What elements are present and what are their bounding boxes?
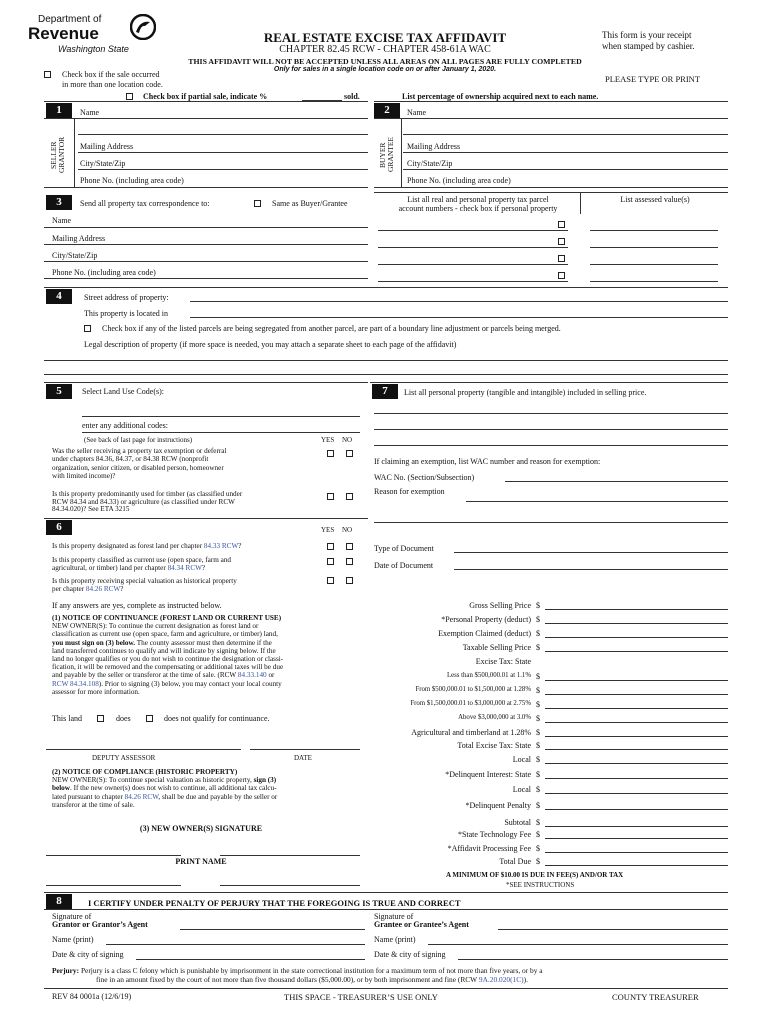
- document-type-field[interactable]: [454, 552, 728, 553]
- buyer-name-label: Name: [407, 108, 427, 117]
- forest-no-checkbox[interactable]: [346, 543, 353, 550]
- tax-row-amount-field[interactable]: [545, 722, 728, 723]
- grantee-agent-label: Grantee or Grantee’s Agent: [374, 920, 469, 929]
- grantor-signature-label: Signature of: [52, 912, 92, 921]
- tax-row-amount-field[interactable]: [545, 708, 728, 709]
- notice-continuance-title: (1) NOTICE OF CONTINUANCE (FOREST LAND OR CURRENT USE): [52, 614, 282, 622]
- current-use-no-checkbox[interactable]: [346, 558, 353, 565]
- tax-row-amount-field[interactable]: [545, 637, 728, 638]
- tax-row-currency: $: [536, 785, 540, 794]
- land-does-label: does: [116, 714, 131, 723]
- receipt-note-1: This form is your receipt: [602, 30, 692, 40]
- historic-no-checkbox[interactable]: [346, 577, 353, 584]
- perjury-line2: fine in an amount fixed by the court of not more than five thousand dollars ($5,000.00), or by both imprisonment and fine (RCW: [96, 975, 479, 984]
- correspondence-city-label: City/State/Zip: [52, 251, 98, 260]
- correspondence-mailing-label: Mailing Address: [52, 234, 106, 243]
- notice-compliance-below: below: [52, 784, 70, 793]
- notice-continuance-line1: NEW OWNER(S): To continue the current designation as forest land or: [52, 622, 259, 631]
- section1-top-rule: [44, 101, 368, 102]
- reason-exemption-label: Reason for exemption: [374, 487, 445, 496]
- tax-row-label: From $1,500,000.01 to $3,000,000 at 2.75%: [410, 700, 531, 707]
- current-use-yes-checkbox[interactable]: [327, 558, 334, 565]
- see-instructions-note: *SEE INSTRUCTIONS: [506, 881, 575, 889]
- deputy-assessor-signature-field[interactable]: [46, 749, 241, 750]
- footer-rule: [44, 988, 728, 989]
- timber-question-line1: Is this property predominantly used for timber (as classified under: [52, 490, 243, 498]
- rcw-84-34-108-link[interactable]: RCW 84.34.108: [52, 679, 99, 688]
- notice-compliance-line2: . If the new owner(s) does not wish to continue, all additional tax calcu-: [69, 784, 277, 793]
- tax-row-label: Local: [512, 785, 531, 794]
- tax-row-currency: $: [536, 830, 540, 839]
- notice-compliance-line4: transferor at the time of sale.: [52, 800, 135, 809]
- tax-row-currency: $: [536, 629, 540, 638]
- tax-row-currency: $: [536, 601, 540, 610]
- buyer-mailing-field[interactable]: [403, 152, 728, 153]
- personal-property-checkbox-1[interactable]: [558, 221, 565, 228]
- timber-question-line2: RCW 84.34 and 84.33) or agriculture (as classified under RCW: [52, 497, 235, 506]
- tax-row-label: Exemption Claimed (deduct): [438, 629, 531, 638]
- personal-property-label: List all personal property (tangible and intangible) included in selling price.: [404, 388, 647, 397]
- timber-question: [52, 491, 322, 514]
- historic-yes-checkbox[interactable]: [327, 577, 334, 584]
- buyer-vertical-rule: [401, 118, 402, 187]
- assessed-field-2[interactable]: [590, 247, 718, 248]
- correspondence-name-label: Name: [52, 216, 72, 225]
- current-use-question: [52, 557, 322, 572]
- forest-land-question-text: Is this property designated as forest land per chapter: [52, 542, 204, 550]
- seller-mailing-field[interactable]: [78, 152, 368, 153]
- land-use-label: Select Land Use Code(s):: [82, 387, 164, 396]
- tax-row-currency: $: [536, 714, 540, 723]
- grantor-name-field[interactable]: [106, 944, 365, 945]
- legal-description-field-1[interactable]: [44, 360, 728, 361]
- partial-sale-checkbox[interactable]: [126, 93, 133, 100]
- document-date-label: Date of Document: [374, 561, 434, 570]
- wac-number-label: WAC No. (Section/Subsection): [374, 473, 475, 482]
- tax-row-currency: $: [536, 844, 540, 853]
- logo-dept-line: Department of: [38, 14, 102, 25]
- street-address-field[interactable]: [190, 301, 728, 302]
- seller-city-label: City/State/Zip: [80, 159, 126, 168]
- tax-row-currency: $: [536, 741, 540, 750]
- notice-continuance: [52, 614, 362, 696]
- grantor-date-label: Date & city of signing: [52, 950, 124, 959]
- land-use-field[interactable]: [82, 416, 360, 417]
- tax-row-amount-field[interactable]: [545, 838, 728, 839]
- located-in-field[interactable]: [190, 317, 728, 318]
- exemption-question: [52, 447, 322, 480]
- same-as-buyer-label: Same as Buyer/Grantee: [272, 199, 348, 208]
- personal-property-checkbox-3[interactable]: [558, 255, 565, 262]
- tax-row-label: From $500,000.01 to $1,500,000 at 1.28%: [415, 686, 531, 693]
- parcel-divider: [580, 192, 581, 214]
- legal-description-field-2[interactable]: [44, 374, 728, 375]
- notice-compliance: [52, 768, 362, 809]
- tax-row-label: Above $3,000,000 at 3.0%: [458, 714, 531, 721]
- document-date-field[interactable]: [454, 569, 728, 570]
- section8-top-rule: [44, 892, 728, 893]
- exemption-question-line1: Was the seller receiving a property tax exemption or deferral: [52, 447, 227, 455]
- revenue-logo: [28, 14, 158, 56]
- correspondence-city-field[interactable]: [44, 261, 368, 262]
- notice-continuance-line8: ). Prior to signing (3) below, you may contact your local county: [98, 679, 282, 688]
- timber-yes-checkbox[interactable]: [327, 493, 334, 500]
- forest-yes-checkbox[interactable]: [327, 543, 334, 550]
- street-address-label: Street address of property:: [84, 293, 169, 302]
- deputy-assessor-label: DEPUTY ASSESSOR: [92, 754, 156, 762]
- grantor-name-label: Name (print): [52, 935, 94, 944]
- buyer-name-field-2[interactable]: [403, 134, 728, 135]
- perjury-statement: [52, 966, 728, 984]
- tax-row-label: Subtotal: [504, 818, 531, 827]
- tax-row-amount-field[interactable]: [545, 809, 728, 810]
- print-name-label: PRINT NAME: [175, 857, 227, 866]
- notice-continuance-line4: land transferred continues to qualify and will indicate by signing below. If the: [52, 646, 276, 655]
- rcw-9a-20-020-link[interactable]: 9A.20.020(1C): [478, 975, 524, 984]
- land-does-not-label: does not qualify for continuance.: [164, 714, 270, 723]
- tax-row-amount-field[interactable]: [545, 609, 728, 610]
- tax-row-label: Total Due: [499, 857, 531, 866]
- tax-row-currency: $: [536, 755, 540, 764]
- assessed-field-1[interactable]: [590, 230, 718, 231]
- current-use-question-end: ?: [201, 563, 206, 572]
- tax-row-amount-field[interactable]: [545, 694, 728, 695]
- tax-row-amount-field[interactable]: [545, 736, 728, 737]
- parcel-top-rule: [374, 192, 728, 193]
- current-use-question-line2: agricultural, or timber) land per chapter: [52, 563, 168, 572]
- additional-codes-field[interactable]: [82, 432, 360, 433]
- new-owner-print-field-1[interactable]: [46, 885, 181, 886]
- seller-name-label: Name: [80, 108, 100, 117]
- assessed-field-3[interactable]: [590, 264, 718, 265]
- section7-top-rule: [370, 382, 728, 383]
- timber-question-line3: 84.34.020)? See ETA 3215: [52, 505, 130, 514]
- if-yes-instruction: If any answers are yes, complete as instructed below.: [52, 601, 222, 610]
- multi-location-checkbox[interactable]: [44, 71, 51, 78]
- parcel-header-2: account numbers - check box if personal property: [398, 204, 558, 213]
- seller-vertical-rule: [74, 118, 75, 187]
- deputy-assessor-date-field[interactable]: [250, 749, 360, 750]
- partial-sale-sold: sold.: [344, 92, 360, 101]
- grantor-date-field[interactable]: [136, 959, 365, 960]
- timber-no-checkbox[interactable]: [346, 493, 353, 500]
- section5-yes-header: YES: [321, 436, 335, 444]
- personal-property-field-2[interactable]: [374, 429, 728, 430]
- historic-question-line1: Is this property receiving special valuation as historical property: [52, 577, 237, 585]
- grantee-name-label: Name (print): [374, 935, 416, 944]
- revenue-emblem-icon: [130, 14, 156, 40]
- seller-phone-field[interactable]: [44, 187, 368, 188]
- notice-continuance-line7: and payable by the seller or transferor at the time of sale. (RCW: [52, 671, 238, 680]
- seller-name-field[interactable]: [44, 118, 368, 119]
- form-title: REAL ESTATE EXCISE TAX AFFIDAVIT: [263, 30, 507, 45]
- reason-exemption-field-1[interactable]: [466, 501, 728, 502]
- reason-exemption-field-2[interactable]: [374, 522, 728, 523]
- tax-row-label: *Delinquent Penalty: [465, 801, 531, 810]
- seller-grantor-label: SELLER GRANTOR: [49, 136, 66, 174]
- exemption-question-line3: organization, senior citizen, or disabled person, homeowner: [52, 463, 224, 472]
- tax-row-amount-field[interactable]: [545, 651, 728, 652]
- perjury-line1: Perjury is a class C felony which is punishable by imprisonment in the state correctional institution for a maximum term of not more than five years, or by a: [79, 966, 543, 975]
- tax-row-label: Taxable Selling Price: [462, 643, 531, 652]
- certify-statement: I CERTIFY UNDER PENALTY OF PERJURY THAT THE FOREGOING IS TRUE AND CORRECT: [88, 898, 461, 908]
- correspondence-phone-field[interactable]: [44, 278, 368, 279]
- notice-continuance-line6: fication, it will be removed and the compensating or additional taxes will be due: [52, 663, 284, 672]
- ownership-note: List percentage of ownership acquired next to each name.: [402, 92, 599, 101]
- section3-number: 3: [46, 195, 72, 210]
- tax-row-currency: $: [536, 818, 540, 827]
- receipt-note-2: when stamped by cashier.: [602, 41, 695, 51]
- section6-number: 6: [46, 520, 72, 535]
- exemption-question-line2: under chapters 84.36, 84.37, or 84.38 RCW (nonprofit: [52, 455, 209, 464]
- notice-compliance-line3-end: , shall be due and payable by the seller or: [158, 792, 278, 801]
- land-does-checkbox[interactable]: [97, 715, 104, 722]
- form-chapter: CHAPTER 82.45 RCW - CHAPTER 458-61A WAC: [279, 44, 491, 55]
- buyer-city-label: City/State/Zip: [407, 159, 453, 168]
- single-location-note: Only for sales in a single location code on or after January 1, 2020.: [273, 66, 497, 73]
- tax-row-currency: $: [536, 686, 540, 695]
- section6-top-rule: [44, 518, 368, 519]
- notice-compliance-line1: NEW OWNER(S): To continue special valuation as historic property,: [52, 776, 254, 785]
- section2-top-rule: [374, 101, 728, 102]
- section5-no-header: NO: [342, 436, 353, 444]
- notice-continuance-line3: The county assessor must then determine if the: [135, 638, 272, 647]
- tax-row-amount-field[interactable]: [545, 623, 728, 624]
- this-land-label: This land: [52, 714, 82, 723]
- correspondence-phone-label: Phone No. (including area code): [52, 268, 156, 277]
- buyer-phone-field[interactable]: [374, 187, 728, 188]
- forest-land-question: [52, 542, 322, 550]
- tax-row-currency: $: [536, 801, 540, 810]
- forest-land-question-end: ?: [238, 542, 242, 550]
- notice-compliance-line3: lated pursuant to chapter: [52, 792, 125, 801]
- tax-row-currency: $: [536, 643, 540, 652]
- assessed-header: List assessed value(s): [620, 195, 690, 204]
- buyer-name-field[interactable]: [374, 118, 728, 119]
- buyer-phone-label: Phone No. (including area code): [407, 176, 511, 185]
- tax-row-label: Total Excise Tax: State: [457, 741, 531, 750]
- buyer-city-field[interactable]: [403, 169, 728, 170]
- land-does-not-checkbox[interactable]: [146, 715, 153, 722]
- county-treasurer-label: COUNTY TREASURER: [612, 992, 699, 1002]
- seller-mailing-label: Mailing Address: [80, 142, 134, 151]
- segregated-label: Check box if any of the listed parcels are being segregated from another parcel, are part of a boundary line adjustment or parcels being merged.: [102, 324, 561, 333]
- section4-top-rule: [44, 287, 728, 288]
- assessed-field-4[interactable]: [590, 281, 718, 282]
- tax-row-label: Local: [512, 755, 531, 764]
- parcel-field-1[interactable]: [378, 230, 568, 231]
- tax-row-amount-field[interactable]: [545, 793, 728, 794]
- exemption-question-line4: with limited income)?: [52, 471, 116, 480]
- tax-row-currency: $: [536, 700, 540, 709]
- tax-row-label: *Delinquent Interest: State: [445, 770, 531, 779]
- seller-phone-label: Phone No. (including area code): [80, 176, 184, 185]
- notice-continuance-line2: classification as current use (open space, farm and agriculture, or timber) land,: [52, 630, 278, 639]
- new-owner-print-field-2[interactable]: [220, 885, 360, 886]
- new-owner-signature-field-2[interactable]: [220, 855, 360, 856]
- form-number: REV 84 0001a (12/6/19): [52, 992, 132, 1001]
- new-owner-signature-field-1[interactable]: [46, 855, 181, 856]
- tax-row-label: *Personal Property (deduct): [441, 615, 531, 624]
- tax-row-amount-field[interactable]: [545, 865, 728, 866]
- see-back-note: (See back of last page for instructions): [84, 436, 193, 444]
- wac-number-field[interactable]: [505, 481, 728, 482]
- tax-row-currency: $: [536, 770, 540, 779]
- tax-row-amount-field[interactable]: [545, 749, 728, 750]
- section5-top-rule: [44, 382, 368, 383]
- seller-city-field[interactable]: [78, 169, 368, 170]
- correspondence-name-field[interactable]: [44, 227, 368, 228]
- tax-row-label: Gross Selling Price: [469, 601, 531, 610]
- parcel-field-4[interactable]: [378, 281, 568, 282]
- additional-codes-label: enter any additional codes:: [82, 421, 168, 430]
- exemption-yes-checkbox[interactable]: [327, 450, 334, 457]
- section8-number: 8: [46, 894, 72, 909]
- completion-warning: THIS AFFIDAVIT WILL NOT BE ACCEPTED UNLESS ALL AREAS ON ALL PAGES ARE FULLY COMPLETED: [188, 57, 582, 66]
- current-use-question-line1: Is this property classified as current use (open space, farm and: [52, 556, 232, 564]
- buyer-mailing-label: Mailing Address: [407, 142, 461, 151]
- grantee-signature-field[interactable]: [498, 929, 728, 930]
- notice-compliance-title: (2) NOTICE OF COMPLIANCE (HISTORIC PROPERTY): [52, 768, 238, 776]
- perjury-label: Perjury:: [52, 966, 80, 975]
- tax-row-amount-field[interactable]: [545, 680, 728, 681]
- grantee-name-field[interactable]: [428, 944, 728, 945]
- grantee-signature-label: Signature of: [374, 912, 414, 921]
- partial-sale-label: Check box if partial sale, indicate %: [143, 92, 268, 101]
- located-in-label: This property is located in: [84, 309, 168, 318]
- tax-row-label: Less than $500,000.01 at 1.1%: [446, 672, 531, 679]
- treasurer-use-only: THIS SPACE - TREASURER’S USE ONLY: [284, 992, 438, 1002]
- minimum-fee-note: A MINIMUM OF $10.00 IS DUE IN FEE(S) AND/OR TAX: [446, 871, 624, 879]
- personal-property-checkbox-4[interactable]: [558, 272, 565, 279]
- forest-land-rcw-link[interactable]: 84.33 RCW: [203, 542, 239, 550]
- tax-row-label: Agricultural and timberland at 1.28%: [411, 728, 531, 737]
- document-type-label: Type of Document: [374, 544, 434, 553]
- tax-row-amount-field[interactable]: [545, 826, 728, 827]
- tax-row-currency: $: [536, 857, 540, 866]
- current-use-rcw-link[interactable]: 84.34 RCW: [167, 563, 202, 572]
- section8-under-rule: [44, 909, 728, 910]
- grantee-date-field[interactable]: [458, 959, 728, 960]
- multi-location-label-2: in more than one location code.: [62, 80, 163, 89]
- personal-property-field-1[interactable]: [374, 413, 728, 414]
- parcel-field-2[interactable]: [378, 247, 568, 248]
- grantee-date-label: Date & city of signing: [374, 950, 446, 959]
- tax-row-label: Excise Tax: State: [475, 657, 531, 666]
- tax-row-amount-field[interactable]: [545, 763, 728, 764]
- rcw-84-33-140-link[interactable]: 84.33.140: [237, 671, 267, 680]
- historic-question-end: ?: [120, 584, 124, 593]
- segregated-checkbox[interactable]: [84, 325, 91, 332]
- section2-number: 2: [374, 103, 400, 118]
- send-correspondence-label: Send all property tax correspondence to:: [80, 199, 210, 208]
- please-type-note: PLEASE TYPE OR PRINT: [605, 74, 701, 84]
- section5-number: 5: [46, 384, 72, 399]
- notice-compliance-sign: sign (3): [253, 776, 277, 785]
- exemption-claim-label: If claiming an exemption, list WAC number and reason for exemption:: [374, 457, 601, 466]
- grantor-signature-field[interactable]: [180, 929, 365, 930]
- tax-row-amount-field[interactable]: [545, 852, 728, 853]
- tax-row-amount-field[interactable]: [545, 778, 728, 779]
- correspondence-mailing-field[interactable]: [44, 244, 368, 245]
- tax-row-currency: $: [536, 672, 540, 681]
- section4-number: 4: [46, 289, 72, 304]
- new-owner-signature-title: (3) NEW OWNER(S) SIGNATURE: [139, 824, 263, 833]
- logo-dept-name: Revenue: [28, 24, 99, 43]
- same-as-buyer-checkbox[interactable]: [254, 200, 261, 207]
- tax-row-currency: $: [536, 615, 540, 624]
- notice-continuance-sign-instruction: you must sign on (3) below.: [52, 638, 136, 647]
- logo-state: Washington State: [58, 44, 129, 54]
- section1-number: 1: [46, 103, 72, 118]
- parcel-field-3[interactable]: [378, 264, 568, 265]
- section6-no-header: NO: [342, 526, 353, 534]
- notice-continuance-line7-end: or: [266, 671, 275, 680]
- tax-row-label: *Affidavit Processing Fee: [447, 844, 531, 853]
- tax-row-currency: $: [536, 728, 540, 737]
- parcel-header-1: List all real and personal property tax parcel: [407, 195, 549, 204]
- personal-property-checkbox-2[interactable]: [558, 238, 565, 245]
- historic-question: [52, 578, 322, 593]
- multi-location-label-1: Check box if the sale occurred: [62, 70, 160, 79]
- notice-continuance-line5: land no longer qualifies or you do not wish to continue the designation or classi-: [52, 655, 284, 664]
- historic-question-line2: per chapter: [52, 584, 86, 593]
- notice-continuance-line9: assessor for more information.: [52, 687, 140, 696]
- rcw-84-26-link[interactable]: 84.26 RCW: [124, 792, 159, 801]
- historic-rcw-link[interactable]: 84.26 RCW: [85, 584, 121, 593]
- exemption-no-checkbox[interactable]: [346, 450, 353, 457]
- legal-description-label: Legal description of property (if more space is needed, you may attach a separate sheet to each page of the affidavit): [84, 340, 457, 349]
- tax-row-label: *State Technology Fee: [457, 830, 531, 839]
- section7-number: 7: [372, 384, 398, 399]
- seller-name-field-2[interactable]: [78, 134, 368, 135]
- deputy-date-label: DATE: [294, 754, 312, 762]
- perjury-line2-end: ).: [523, 975, 528, 984]
- grantor-agent-label: Grantor or Grantor’s Agent: [52, 920, 148, 929]
- personal-property-field-3[interactable]: [374, 445, 728, 446]
- section6-yes-header: YES: [321, 526, 335, 534]
- buyer-grantee-label: BUYER GRANTEE: [378, 137, 395, 173]
